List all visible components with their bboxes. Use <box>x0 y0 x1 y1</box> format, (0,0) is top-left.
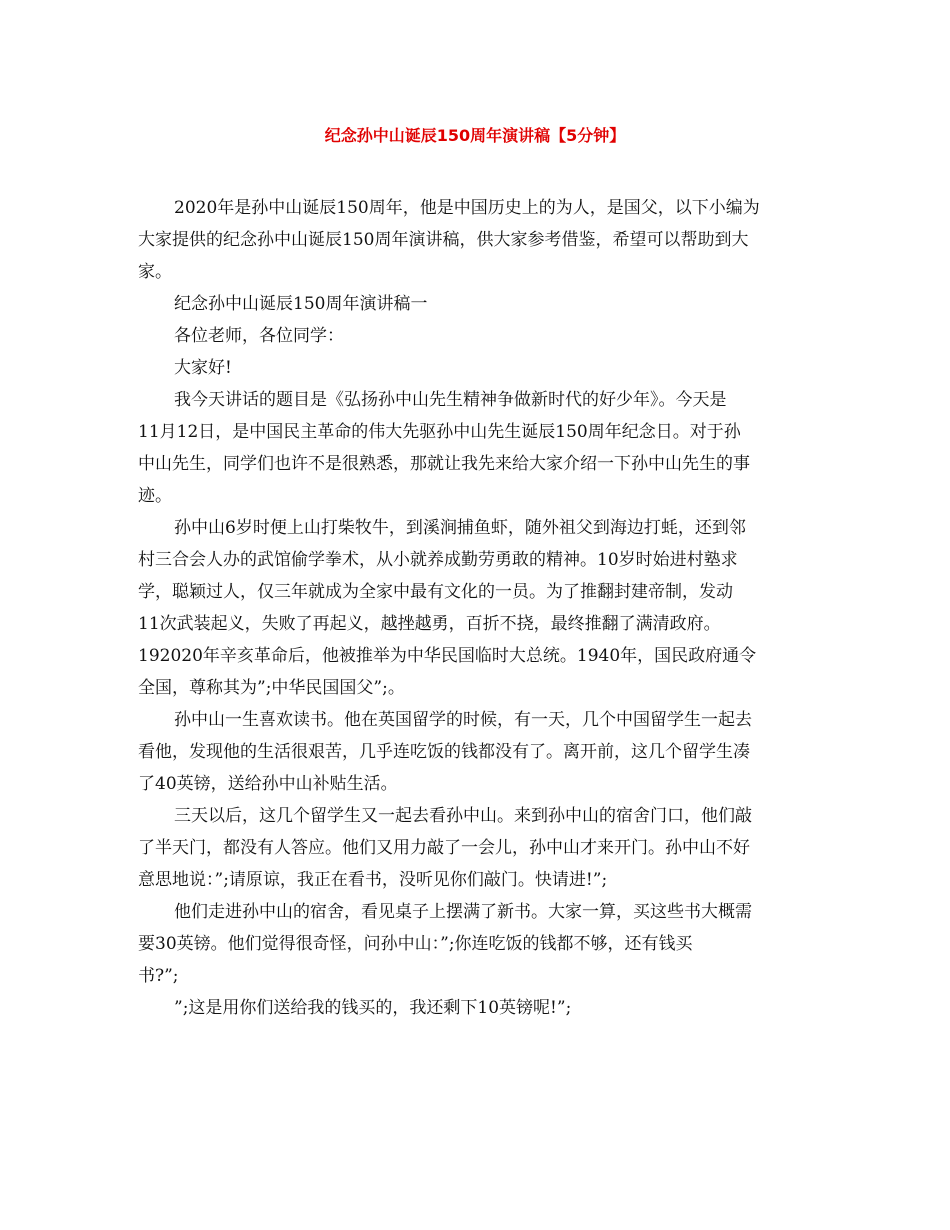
paragraph-topic <box>138 384 814 512</box>
text-line: 大家提供的纪念孙中山诞辰150周年演讲稿，供大家参考借鉴，希望可以帮助到大 <box>138 230 749 250</box>
text-line: 意思地说：”;请原谅，我正在看书，没听见你们敲门。快请进!”; <box>138 870 608 890</box>
text-line: 大家好! <box>174 358 232 378</box>
text-line: 中山先生，同学们也许不是很熟悉，那就让我先来给大家介绍一下孙中山先生的事 <box>138 454 750 474</box>
text-line: 书?”; <box>138 966 179 986</box>
text-line: 全国，尊称其为”;中华民国国父”;。 <box>138 678 405 698</box>
text-line: 看他，发现他的生活很艰苦，几乎连吃饭的钱都没有了。离开前，这几个留学生凑 <box>138 742 750 762</box>
paragraph-greeting <box>138 320 814 352</box>
text-line: 三天以后，这几个留学生又一起去看孙中山。来到孙中山的宿舍门口，他们敲 <box>174 806 752 826</box>
text-line: 2020年是孙中山诞辰150周年，他是中国历史上的为人，是国父，以下小编为 <box>174 198 760 218</box>
text-line: 各位老师，各位同学： <box>174 326 344 346</box>
text-line: 纪念孙中山诞辰150周年演讲稿一 <box>174 294 428 314</box>
paragraph-hello <box>138 352 814 384</box>
text-line: 村三合会人办的武馆偷学拳术，从小就养成勤劳勇敢的精神。10岁时始进村塾求 <box>138 550 738 570</box>
text-line: 学，聪颖过人，仅三年就成为全家中最有文化的一员。为了推翻封建帝制，发动 <box>138 582 733 602</box>
document-body <box>138 192 814 1024</box>
text-line: 我今天讲话的题目是《弘扬孙中山先生精神争做新时代的好少年》。今天是 <box>174 390 727 410</box>
text-line: ”;这是用你们送给我的钱买的，我还剩下10英镑呢!”; <box>174 998 572 1018</box>
text-line: 家。 <box>138 262 172 282</box>
text-line: 192020年辛亥革命后，他被推举为中华民国临时大总统。1940年，国民政府通令 <box>138 646 757 666</box>
paragraph-reply <box>138 992 814 1024</box>
paragraph-subtitle <box>138 288 814 320</box>
paragraph-childhood <box>138 512 814 704</box>
text-line: 迹。 <box>138 486 172 506</box>
text-line: 要30英镑。他们觉得很奇怪，问孙中山：”;你连吃饭的钱都不够，还有钱买 <box>138 934 693 954</box>
paragraph-visit <box>138 800 814 896</box>
text-line: 孙中山一生喜欢读书。他在英国留学的时候，有一天，几个中国留学生一起去 <box>174 710 752 730</box>
paragraph-reading <box>138 704 814 800</box>
text-line: 他们走进孙中山的宿舍，看见桌子上摆满了新书。大家一算，买这些书大概需 <box>174 902 752 922</box>
text-line: 了半天门，都没有人答应。他们又用力敲了一会儿，孙中山才来开门。孙中山不好 <box>138 838 750 858</box>
paragraph-intro <box>138 192 814 288</box>
text-line: 孙中山6岁时便上山打柴牧牛，到溪涧捕鱼虾，随外祖父到海边打蚝，还到邻 <box>174 518 746 538</box>
paragraph-books <box>138 896 814 992</box>
text-line: 11月12日，是中国民主革命的伟大先驱孙中山先生诞辰150周年纪念日。对于孙 <box>138 422 741 442</box>
text-line: 了40英镑，送给孙中山补贴生活。 <box>138 774 398 794</box>
document-title: 纪念孙中山诞辰150周年演讲稿【5分钟】 <box>324 126 626 145</box>
text-line: 11次武装起义，失败了再起义，越挫越勇，百折不挠，最终推翻了满清政府。 <box>138 614 721 634</box>
